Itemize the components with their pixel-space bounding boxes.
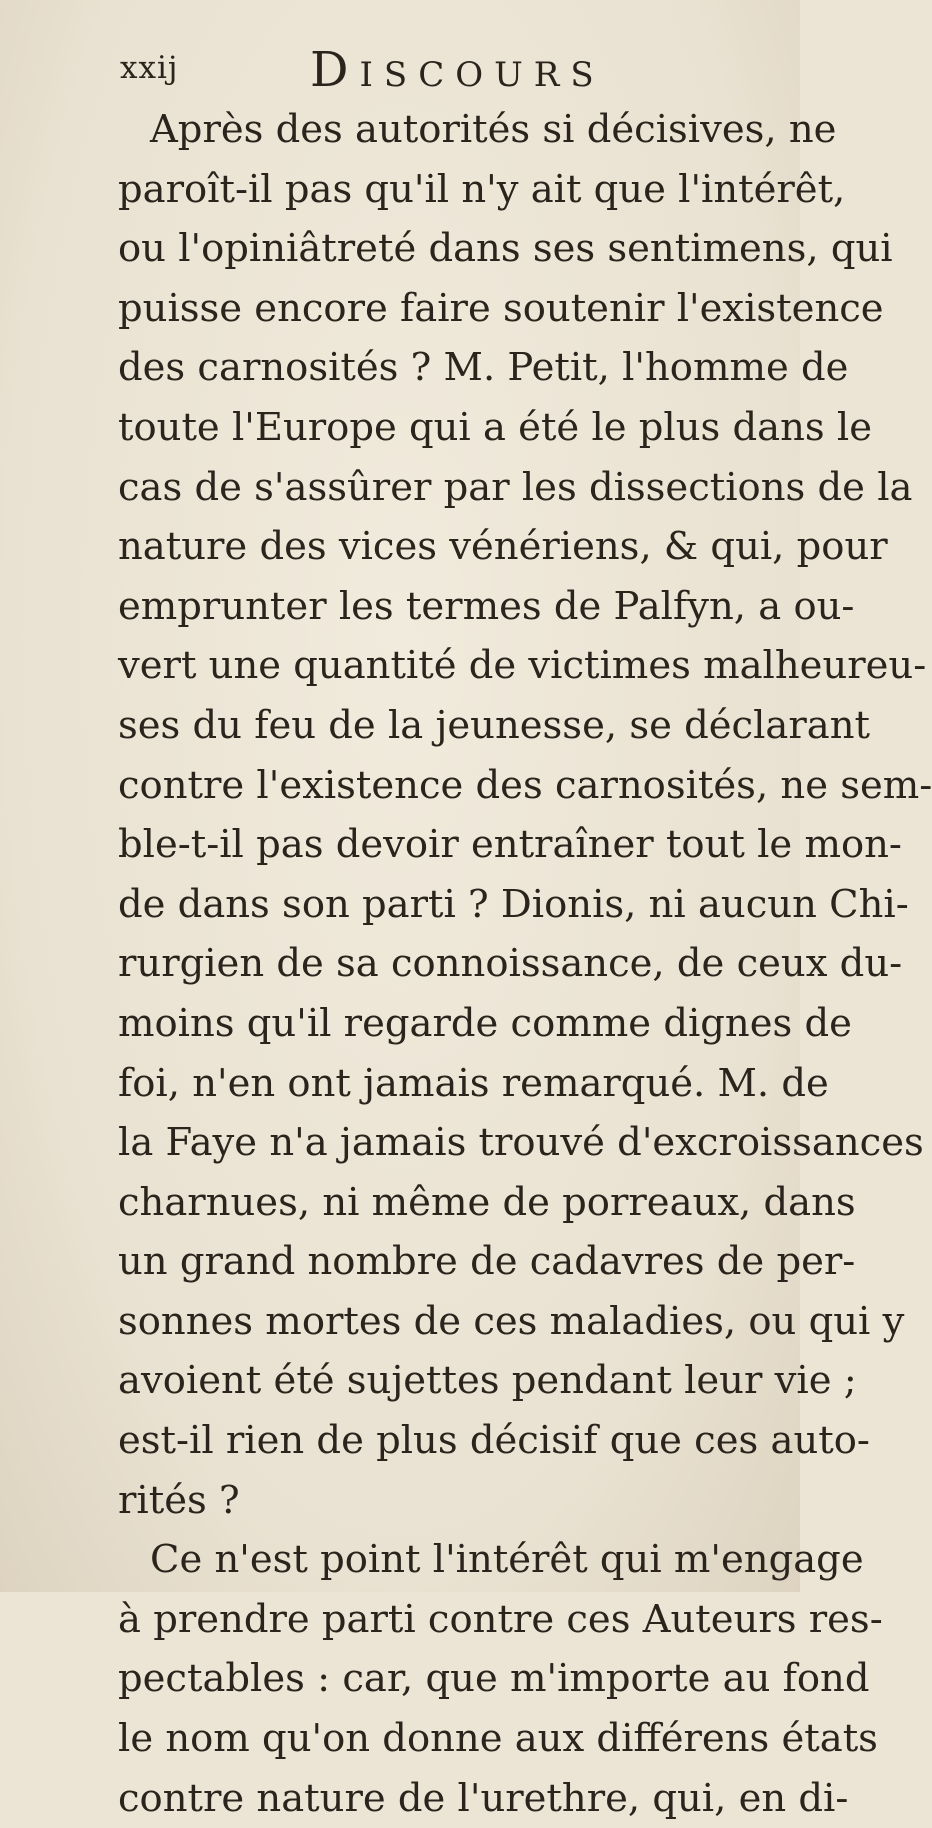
text-line: rités ? [118,1477,240,1523]
text-line: ses du feu de la jeunesse, se déclarant [118,702,870,748]
text-line: Après des autorités si décisives, ne [150,107,837,152]
text-line: ou l'opiniâtreté dans ses sentimens, qui [118,226,893,272]
text-line: foi, n'en ont jamais remarqué. M. de [118,1060,829,1106]
text-line: vert une quantité de victimes malheureu- [118,643,927,689]
text-line: puisse encore faire soutenir l'existence [118,285,884,331]
running-title: Discours [310,42,605,98]
text-line: rurgien de sa connoissance, de ceux du- [118,941,903,987]
page-header [120,42,605,102]
text-line: avoient été sujettes pendant leur vie ; [118,1358,857,1404]
text-line: est-il rien de plus décisif que ces auto- [118,1418,870,1464]
text-line: à prendre parti contre ces Auteurs res- [118,1596,883,1642]
text-line: toute l'Europe qui a été le plus dans le [118,404,873,450]
text-line: charnues, ni même de porreaux, dans [118,1179,856,1225]
text-line: Ce n'est point l'intérêt qui m'engage [150,1537,864,1583]
page-number: xxij [120,50,179,86]
text-line: pectables : car, que m'importe au fond [118,1656,870,1702]
text-line: emprunter les termes de Palfyn, a ou- [118,583,855,629]
body-text [118,100,932,1828]
text-line: contre nature de l'urethre, qui, en di- [118,1775,849,1821]
text-line: la Faye n'a jamais trouvé d'excroissances [118,1120,924,1166]
text-line: de dans son parti ? Dionis, ni aucun Chi- [118,881,909,927]
text-line: le nom qu'on donne aux différens états [118,1716,878,1762]
text-line: sonnes mortes de ces maladies, ou qui y [118,1298,905,1344]
text-line: cas de s'assûrer par les dissections de la [118,464,913,510]
text-line: contre l'existence des carnosités, ne sem- [118,762,932,808]
text-line: des carnosités ? M. Petit, l'homme de [118,345,849,391]
text-line: un grand nombre de cadavres de per- [118,1239,856,1285]
text-line: paroît-il pas qu'il n'y ait que l'intérêt, [118,166,846,212]
text-line: ble-t-il pas devoir entraîner tout le mon- [118,822,902,868]
text-line: nature des vices vénériens, & qui, pour [118,524,888,570]
text-line: moins qu'il regarde comme dignes de [118,1000,852,1046]
